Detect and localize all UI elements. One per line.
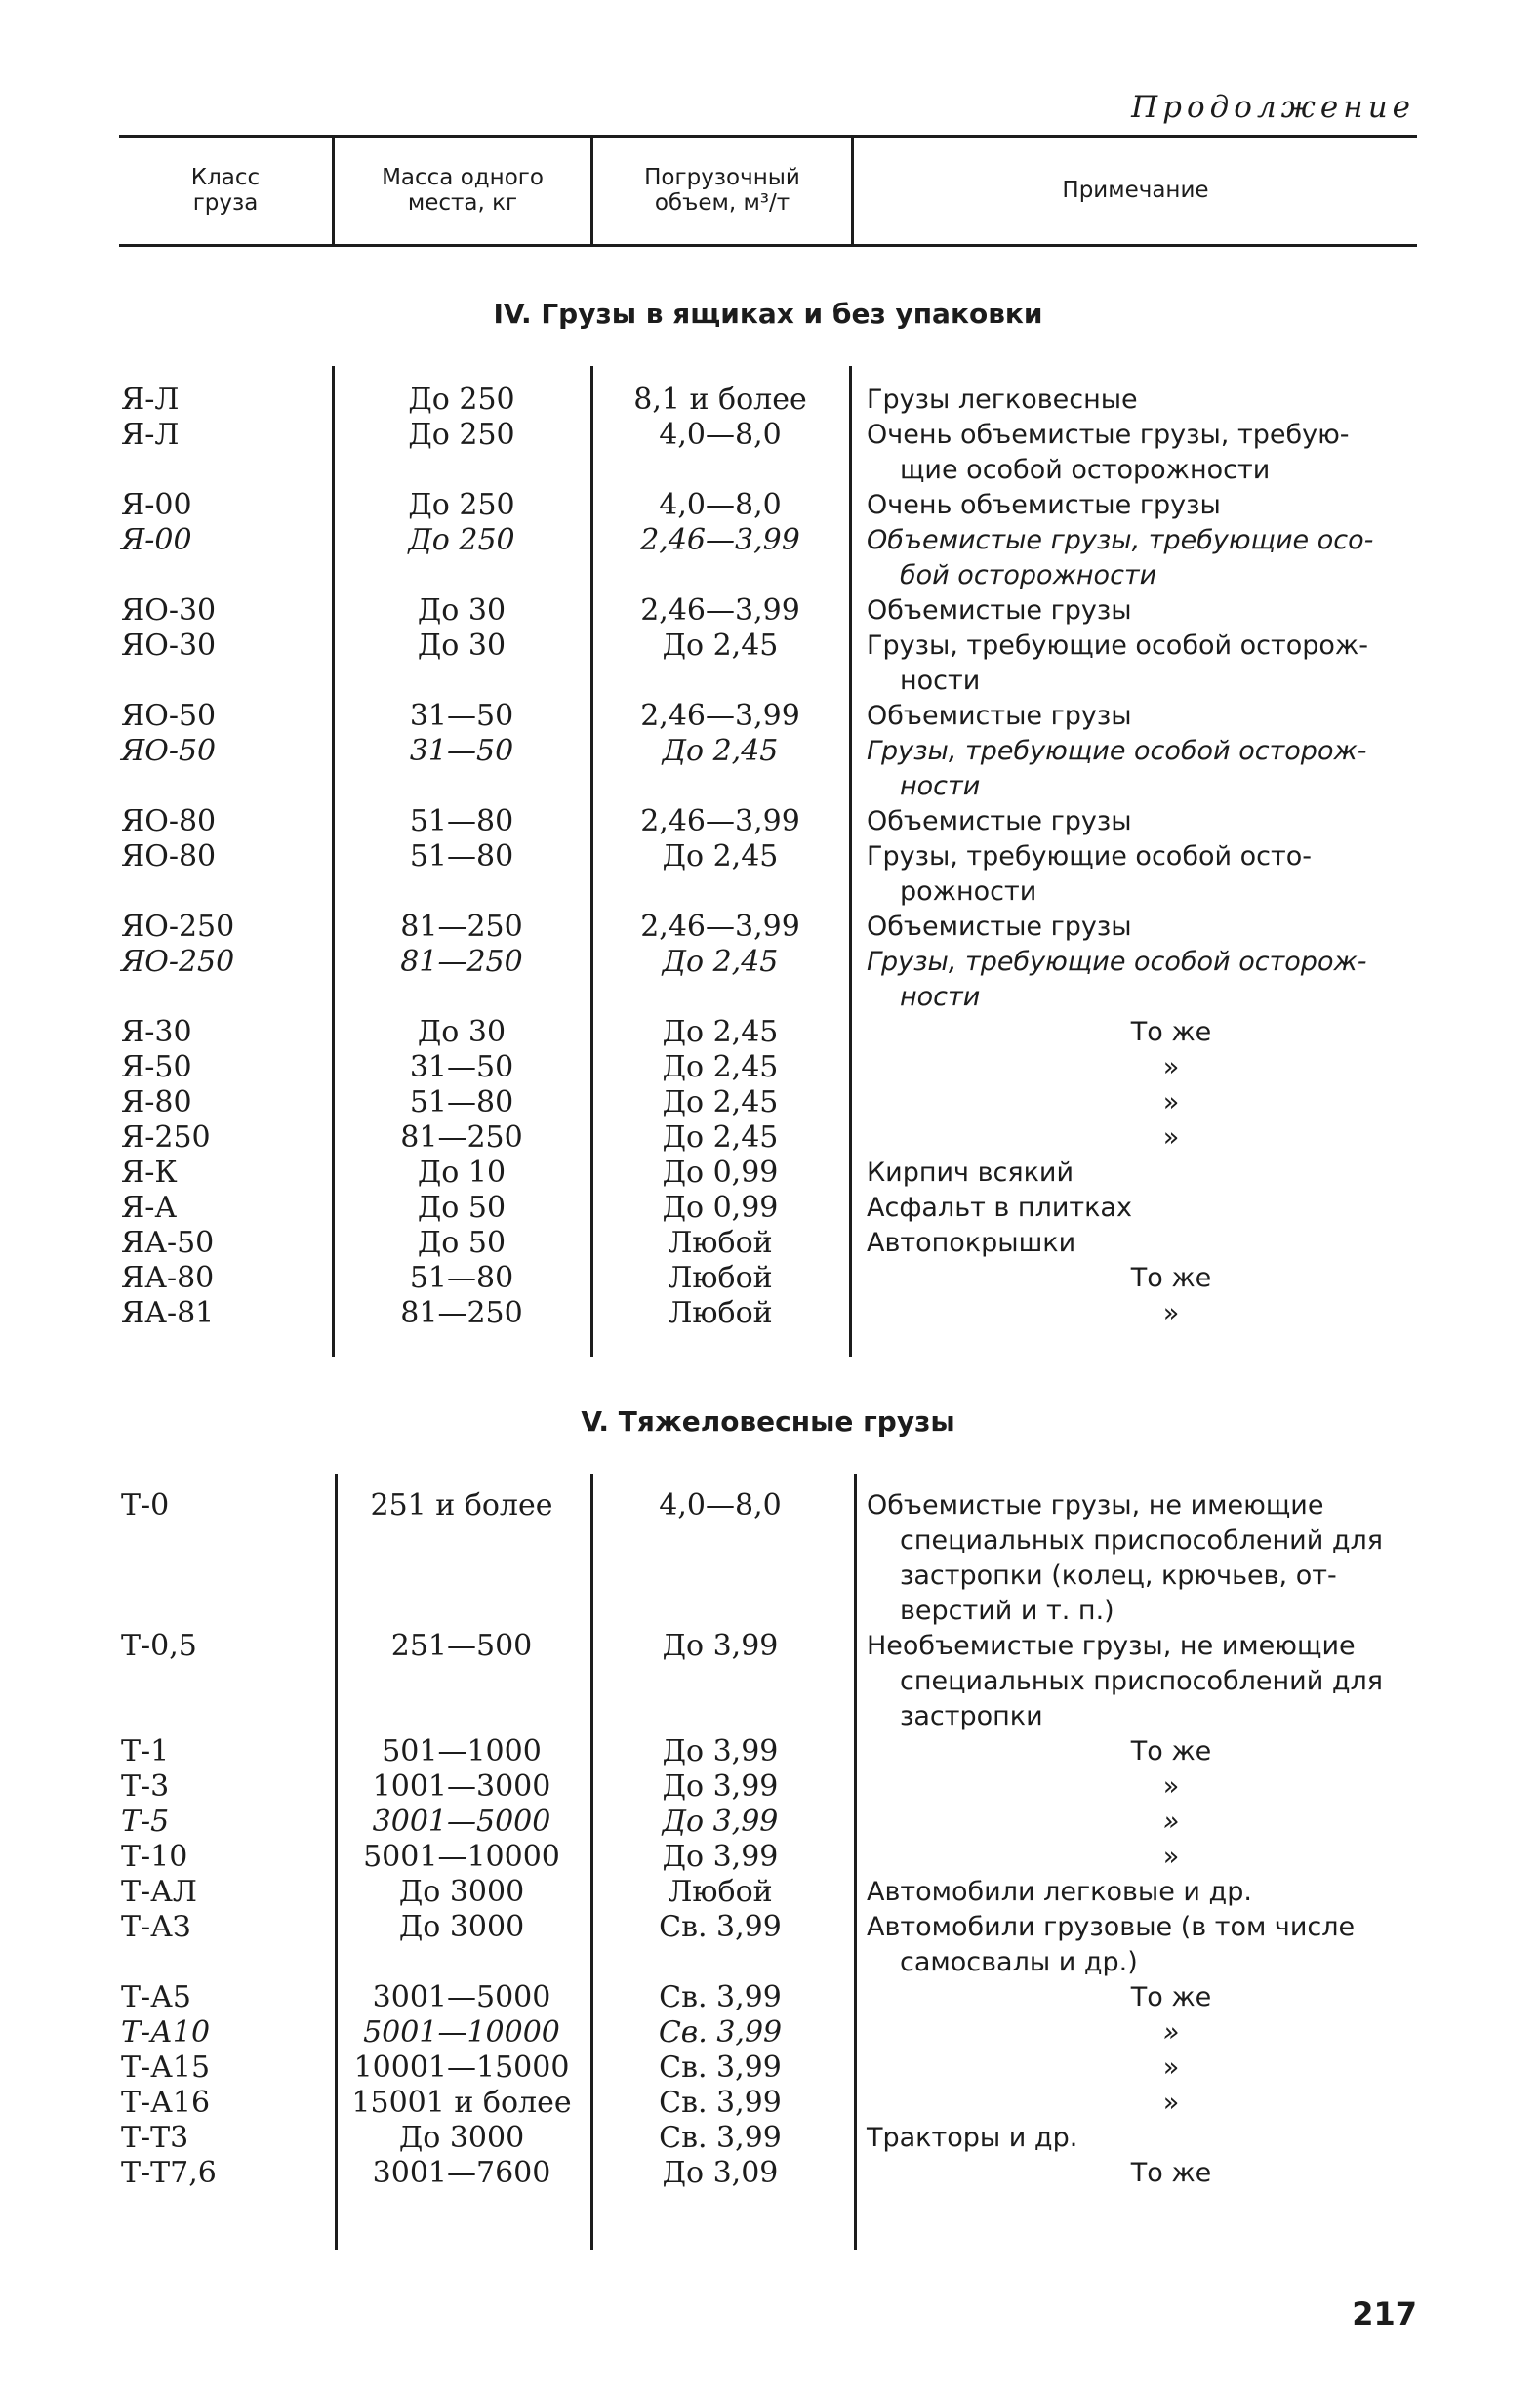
note-line: Объемистые грузы	[867, 806, 1132, 836]
cell-volume: До 2,45	[662, 945, 779, 979]
cell-note	[867, 804, 1417, 839]
note-line: Объемистые грузы, не имеющие	[867, 1490, 1324, 1521]
cell-mass: 5001—10000	[363, 2015, 560, 2050]
cell-note	[867, 734, 1417, 804]
cell-mass: 31—50	[409, 1050, 514, 1084]
note-line: »	[1162, 2052, 1180, 2083]
cell-volume: 2,46—3,99	[640, 699, 800, 733]
note-line: самосвалы и др.)	[900, 1947, 1138, 1977]
cell-class: ЯО-30	[121, 629, 217, 663]
cell-mass: 81—250	[400, 945, 523, 979]
cell-note	[867, 945, 1417, 1015]
cell-class: Т-А16	[121, 2086, 211, 2120]
cell-note	[867, 2051, 1417, 2086]
cell-volume: До 2,45	[662, 629, 779, 663]
cell-class: Я-К	[121, 1156, 178, 1190]
cell-note	[867, 418, 1417, 488]
cell-note	[867, 1805, 1417, 1840]
note-line: Кирпич всякий	[867, 1157, 1074, 1188]
cell-note	[867, 2015, 1417, 2051]
cell-class: ЯО-250	[121, 945, 235, 979]
cell-mass: 501—1000	[382, 1734, 542, 1768]
note-line: Объемистые грузы	[867, 701, 1132, 731]
cell-note	[867, 1191, 1417, 1226]
cell-volume: Св. 3,99	[659, 2121, 782, 2155]
continuation-label: Продолжение	[1131, 90, 1415, 125]
header-mass: Масса одного места, кг	[382, 165, 544, 216]
note-line: »	[1162, 1298, 1180, 1328]
cell-note	[867, 699, 1417, 734]
cell-class: Т-А15	[121, 2051, 211, 2085]
header-class: Класс груза	[190, 165, 261, 216]
cell-mass: До 50	[417, 1191, 507, 1225]
cell-note	[867, 2121, 1417, 2156]
note-line: Грузы легковесные	[867, 385, 1138, 415]
cell-volume: 4,0—8,0	[659, 1488, 782, 1523]
cell-volume: Св. 3,99	[659, 2051, 782, 2085]
note-line: застропки (колец, крючьев, от-	[900, 1561, 1337, 1591]
cell-volume: Св. 3,99	[659, 2086, 782, 2120]
note-line: Автомобили грузовые (в том числе	[867, 1912, 1356, 1942]
cell-note	[867, 1840, 1417, 1875]
note-line: То же	[1130, 1017, 1212, 1047]
cell-volume: До 0,99	[662, 1156, 779, 1190]
cell-class: ЯО-250	[121, 910, 235, 944]
cell-volume: До 0,99	[662, 1191, 779, 1225]
cell-note	[867, 1226, 1417, 1261]
note-line: щие особой осторожности	[900, 455, 1271, 485]
cell-note	[867, 1156, 1417, 1191]
cell-class: Т-А5	[121, 1980, 191, 2014]
cell-note	[867, 1734, 1417, 1769]
cell-volume: До 2,45	[662, 1085, 779, 1119]
cell-class: ЯО-50	[121, 699, 217, 733]
cell-volume: До 3,99	[662, 1805, 779, 1839]
cell-note	[867, 593, 1417, 629]
cell-mass: До 250	[408, 418, 515, 452]
cell-mass: 3001—5000	[372, 1980, 551, 2014]
cell-class: Т-Т7,6	[121, 2156, 217, 2190]
note-line: Грузы, требующие особой осторож-	[867, 947, 1367, 977]
cell-note	[867, 1050, 1417, 1085]
cell-volume: Любой	[668, 1875, 773, 1909]
note-line: »	[1162, 1122, 1180, 1153]
cell-volume: До 2,45	[662, 734, 779, 768]
cell-volume: Любой	[668, 1226, 773, 1260]
cell-note	[867, 1980, 1417, 2015]
note-line: »	[1162, 1771, 1180, 1802]
cell-note	[867, 523, 1417, 593]
cell-class: Т-0	[121, 1488, 170, 1523]
cell-class: ЯА-50	[121, 1226, 215, 1260]
cell-mass: До 30	[417, 1015, 507, 1049]
note-line: »	[1162, 2017, 1180, 2048]
cell-mass: 51—80	[409, 839, 514, 873]
cell-class: Т-А10	[121, 2015, 211, 2050]
cell-class: Я-00	[121, 523, 192, 557]
cell-mass: До 250	[408, 488, 515, 522]
cell-mass: До 3000	[398, 2121, 525, 2155]
note-line: Автопокрышки	[867, 1228, 1076, 1258]
note-line: Тракторы и др.	[867, 2123, 1078, 2153]
cell-class: Я-Л	[121, 383, 180, 417]
cell-mass: 51—80	[409, 804, 514, 838]
cell-mass: До 250	[408, 523, 515, 557]
cell-mass: 51—80	[409, 1261, 514, 1295]
note-line: Асфальт в плитках	[867, 1193, 1132, 1223]
section-4-title: IV. Грузы в ящиках и без упаковки	[493, 298, 1043, 330]
cell-volume: До 2,45	[662, 1015, 779, 1049]
cell-volume: До 2,45	[662, 1120, 779, 1155]
cell-class: Я-50	[121, 1050, 192, 1084]
cell-mass: 81—250	[400, 1120, 523, 1155]
cell-class: Т-3	[121, 1769, 170, 1804]
cell-class: Т-АЛ	[121, 1875, 197, 1909]
note-line: То же	[1130, 2158, 1212, 2188]
cell-class: Т-Т3	[121, 2121, 189, 2155]
cell-class: ЯА-80	[121, 1261, 215, 1295]
cell-class: Я-30	[121, 1015, 192, 1049]
note-line: Очень объемистые грузы	[867, 490, 1221, 520]
cell-class: Т-5	[121, 1805, 170, 1839]
cell-volume: 2,46—3,99	[640, 804, 800, 838]
note-line: Очень объемистые грузы, требую-	[867, 420, 1350, 450]
note-line: застропки	[900, 1701, 1043, 1731]
cell-mass: 51—80	[409, 1085, 514, 1119]
note-line: Автомобили легковые и др.	[867, 1877, 1252, 1907]
cell-mass: 81—250	[400, 1296, 523, 1330]
note-line: Грузы, требующие особой осторож-	[867, 630, 1368, 661]
cell-note	[867, 2086, 1417, 2121]
section-5-title: V. Тяжеловесные грузы	[581, 1405, 955, 1438]
column-rule	[849, 366, 852, 1357]
page-number: 217	[1352, 2295, 1417, 2333]
cell-mass: 1001—3000	[372, 1769, 551, 1804]
note-line: специальных приспособлений для	[900, 1525, 1384, 1556]
cell-note	[867, 488, 1417, 523]
cell-volume: Св. 3,99	[659, 1980, 782, 2014]
note-line: верстий и т. п.)	[900, 1596, 1114, 1626]
cell-mass: 31—50	[409, 699, 514, 733]
note-line: То же	[1130, 1263, 1212, 1293]
cell-note	[867, 1488, 1417, 1629]
note-line: Объемистые грузы	[867, 912, 1132, 942]
note-line: Грузы, требующие особой осторож-	[867, 736, 1367, 766]
note-line: То же	[1130, 1736, 1212, 1767]
cell-mass: До 50	[417, 1226, 507, 1260]
cell-class: Я-А	[121, 1191, 178, 1225]
note-line: Объемистые грузы	[867, 595, 1132, 626]
cell-volume: 4,0—8,0	[659, 418, 782, 452]
cell-mass: 15001 и более	[351, 2086, 572, 2120]
cell-volume: Любой	[668, 1261, 773, 1295]
cell-volume: Любой	[668, 1296, 773, 1330]
header-volume: Погрузочный объем, м³/т	[644, 165, 800, 216]
cell-volume: Св. 3,99	[658, 2015, 783, 2050]
cell-note	[867, 2156, 1417, 2191]
note-line: Объемистые грузы, требующие осо-	[867, 525, 1374, 555]
note-line: »	[1162, 1807, 1180, 1837]
cell-note	[867, 629, 1417, 699]
cell-volume: До 3,99	[662, 1629, 779, 1663]
cell-mass: До 30	[417, 629, 507, 663]
cell-mass: 31—50	[409, 734, 514, 768]
table-header	[119, 137, 1417, 244]
note-line: Грузы, требующие особой осто-	[867, 841, 1312, 872]
cell-note	[867, 383, 1417, 418]
cell-note	[867, 1085, 1417, 1120]
cell-mass: 81—250	[400, 910, 523, 944]
cell-volume: До 2,45	[662, 1050, 779, 1084]
cell-note	[867, 1296, 1417, 1331]
cell-volume: Св. 3,99	[659, 1910, 782, 1944]
note-line: »	[1162, 1842, 1180, 1872]
cell-class: Я-00	[121, 488, 192, 522]
note-line: »	[1162, 1087, 1180, 1117]
note-line: специальных приспособлений для	[900, 1666, 1384, 1696]
cell-mass: До 10	[417, 1156, 507, 1190]
cell-mass: 3001—5000	[372, 1805, 551, 1839]
cell-class: ЯО-50	[121, 734, 217, 768]
cell-volume: До 3,99	[662, 1769, 779, 1804]
cell-mass: 251 и более	[370, 1488, 553, 1523]
note-line: бой осторожности	[900, 560, 1157, 590]
cell-note	[867, 1120, 1417, 1156]
cell-mass: До 3000	[398, 1910, 525, 1944]
cell-class: Т-10	[121, 1840, 188, 1874]
cell-note	[867, 839, 1417, 910]
cell-note	[867, 1875, 1417, 1910]
cell-class: ЯО-80	[121, 804, 217, 838]
cell-volume: До 3,99	[662, 1734, 779, 1768]
cell-class: Т-АЗ	[121, 1910, 191, 1944]
cell-class: Т-1	[121, 1734, 170, 1768]
cell-mass: До 30	[417, 593, 507, 628]
cell-mass: 10001—15000	[353, 2051, 570, 2085]
cell-class: ЯО-80	[121, 839, 217, 873]
note-line: То же	[1130, 1982, 1212, 2012]
note-line: Необъемистые грузы, не имеющие	[867, 1631, 1356, 1661]
cell-note	[867, 910, 1417, 945]
cell-class: ЯА-81	[121, 1296, 215, 1330]
cell-note	[867, 1910, 1417, 1980]
cell-volume: 8,1 и более	[633, 383, 807, 417]
cell-volume: 2,46—3,99	[640, 910, 800, 944]
cell-mass: До 250	[408, 383, 515, 417]
note-line: ности	[900, 771, 981, 801]
cell-note	[867, 1629, 1417, 1734]
note-line: рожности	[900, 876, 1037, 907]
cell-mass: 5001—10000	[363, 1840, 560, 1874]
note-line: »	[1162, 2088, 1180, 2118]
cell-note	[867, 1015, 1417, 1050]
cell-class: Я-80	[121, 1085, 192, 1119]
note-line: »	[1162, 1052, 1180, 1082]
cell-class: Я-Л	[121, 418, 180, 452]
cell-volume: До 3,99	[662, 1840, 779, 1874]
cell-note	[867, 1769, 1417, 1805]
cell-mass: До 3000	[398, 1875, 525, 1909]
note-line: ности	[900, 666, 981, 696]
cell-mass: 3001—7600	[372, 2156, 551, 2190]
cell-volume: До 2,45	[662, 839, 779, 873]
cell-class: Я-250	[121, 1120, 211, 1155]
cell-mass: 251—500	[390, 1629, 533, 1663]
cell-note	[867, 1261, 1417, 1296]
column-rule	[854, 1474, 857, 2250]
cell-class: ЯО-30	[121, 593, 217, 628]
note-line: ности	[900, 982, 981, 1012]
cell-class: Т-0,5	[121, 1629, 197, 1663]
cell-volume: 2,46—3,99	[640, 593, 800, 628]
cell-volume: До 3,09	[662, 2156, 779, 2190]
cell-volume: 4,0—8,0	[659, 488, 782, 522]
header-note: Примечание	[1062, 178, 1209, 203]
cell-volume: 2,46—3,99	[640, 523, 800, 557]
header-bottom-rule	[119, 244, 1417, 247]
